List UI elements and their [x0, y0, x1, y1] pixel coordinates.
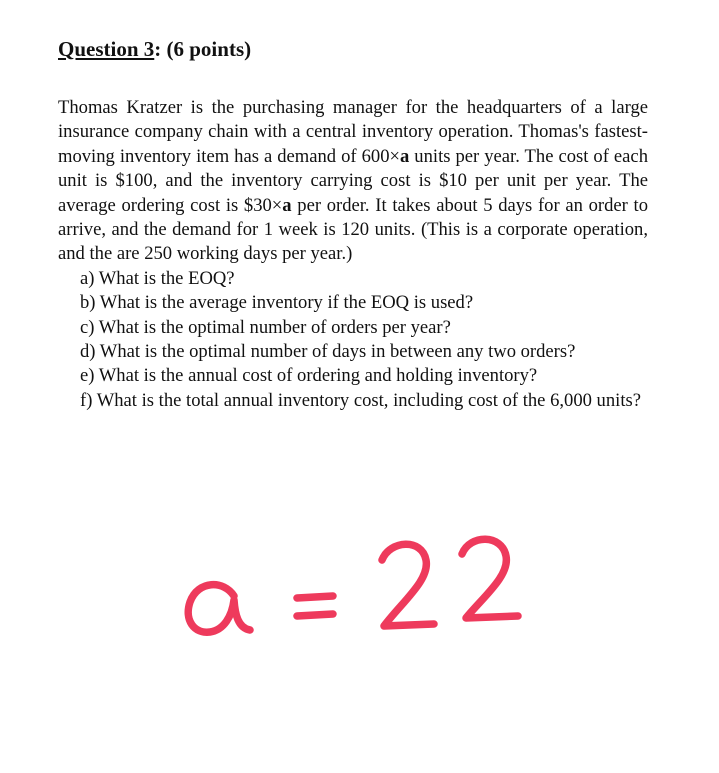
- subquestion-a: a) What is the EOQ?: [80, 267, 235, 289]
- problem-text-3: per order. It takes about 5 days for an order to arrive, and the demand for 1 week is 120 units. (This is a corporate operation, and the are 250 working days per year.): [58, 194, 648, 265]
- subquestion-list: [58, 267, 648, 413]
- subquestion-b: b) What is the average inventory if the EOQ is used?: [80, 292, 474, 314]
- problem-statement: [58, 96, 648, 267]
- problem-text-1: Thomas Kratzer is the purchasing manager for the headquarters of a large insurance company chain with a central inventory operation. Thomas's fastest-moving inventory item has a demand of 600×: [58, 97, 648, 167]
- problem-text-2: units per year. The cost of each unit is $100, and the inventory carrying cost is $10 per unit per year. The average ordering cost is $30×: [58, 145, 648, 216]
- subquestion-c: c) What is the optimal number of orders per year?: [80, 316, 451, 338]
- handwritten-equals-top: [297, 596, 333, 598]
- handwritten-equals-bottom: [297, 614, 333, 616]
- question-heading: [58, 36, 648, 62]
- variable-a-2: a: [282, 194, 292, 216]
- document: [58, 36, 648, 413]
- handwritten-digit-2-first: [382, 544, 434, 626]
- handwritten-letter-a: [188, 585, 250, 633]
- subquestion-e: e) What is the annual cost of ordering and holding inventory?: [80, 365, 538, 387]
- question-number: Question 3: [58, 37, 155, 61]
- handwritten-note: [176, 530, 536, 650]
- question-points: : (6 points): [154, 37, 252, 61]
- subquestion-f: f) What is the total annual inventory cost, including cost of the 6,000 units?: [80, 389, 641, 411]
- variable-a-1: a: [400, 145, 410, 167]
- subquestion-d: d) What is the optimal number of days in between any two orders?: [80, 341, 576, 363]
- handwritten-digit-2-second: [462, 539, 518, 618]
